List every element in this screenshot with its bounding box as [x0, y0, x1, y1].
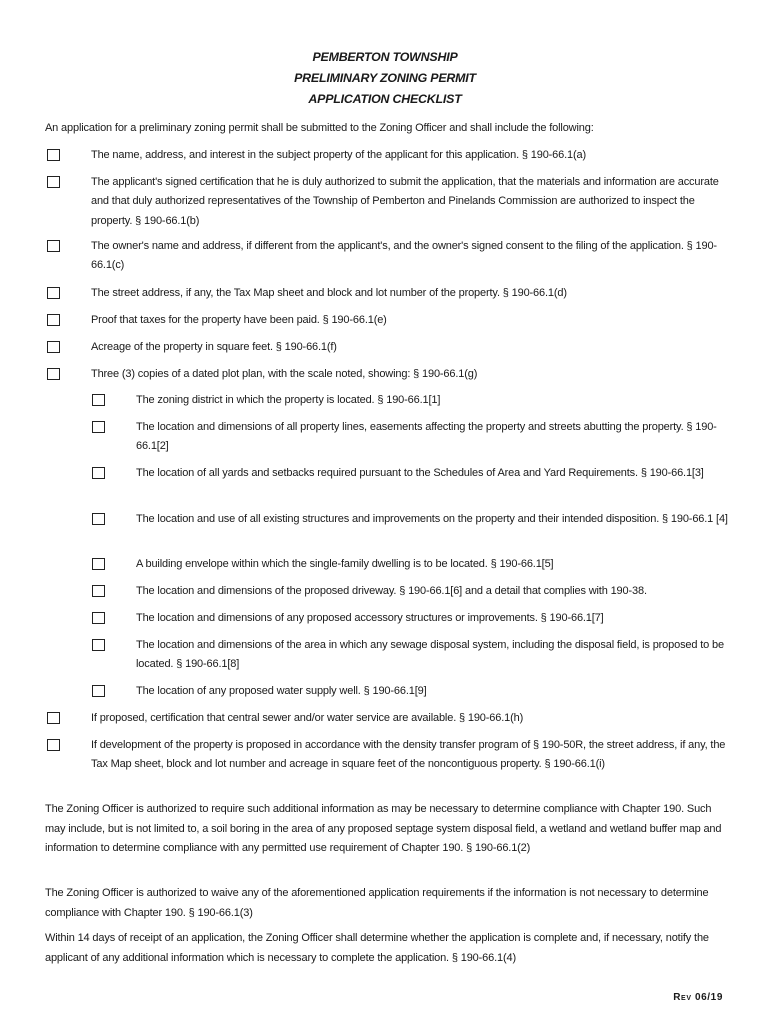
checklist-item-d: The street address, if any, the Tax Map sheet and block and lot number of the property. § 190-66.1(d)	[91, 287, 567, 299]
checkbox-item-c[interactable]	[47, 240, 60, 252]
paragraph-completeness-review: Within 14 days of receipt of an application, the Zoning Officer shall determine whether the application is complete and, if necessary, notify the applicant of any additional information which is necessary to complete the application. § 190-66.1(4)	[45, 932, 709, 964]
checklist-subitem-8: The location and dimensions of the area in which any sewage disposal system, including the disposal field, is proposed to be located. § 190-66.1[8]	[136, 639, 724, 671]
checklist-item-g: Three (3) copies of a dated plot plan, with the scale noted, showing: § 190-66.1(g)	[91, 368, 478, 380]
checkbox-item-h[interactable]	[47, 712, 60, 724]
header-permit: PRELIMINARY ZONING PERMIT	[294, 71, 476, 85]
checklist-subitem-7: The location and dimensions of any proposed accessory structures or improvements. § 190-66.1[7]	[136, 612, 604, 624]
checkbox-subitem-4[interactable]	[92, 513, 105, 525]
checkbox-item-a[interactable]	[47, 149, 60, 161]
paragraph-additional-info: The Zoning Officer is authorized to require such additional information as may be necessary to determine compliance with Chapter 190. Such may include, but is not limited to, a soil boring in the area of any proposed septage system disposal field, a wetland and wetland buffer map and information to determine compliance with any permitted use requirement of Chapter 190. § 190-66.1(2)	[45, 803, 722, 855]
checkbox-subitem-7[interactable]	[92, 612, 105, 624]
checklist-subitem-3: The location of all yards and setbacks required pursuant to the Schedules of Area and Yard Requirements. § 190-66.1[3]	[136, 467, 704, 479]
paragraph-waive-requirements: The Zoning Officer is authorized to waive any of the aforementioned application requirements if the information is not necessary to determine compliance with Chapter 190. § 190-66.1(3)	[45, 887, 709, 919]
checklist-item-a: The name, address, and interest in the subject property of the applicant for this application. § 190-66.1(a)	[91, 149, 586, 161]
checkbox-subitem-2[interactable]	[92, 421, 105, 433]
checkbox-item-b[interactable]	[47, 176, 60, 188]
checklist-item-i: If development of the property is proposed in accordance with the density transfer program of § 190-50R, the street address, if any, the Tax Map sheet, block and lot number and acreage in square feet of the noncontiguous property. § 190-66.1(i)	[91, 739, 726, 771]
checklist-subitem-9: The location of any proposed water supply well. § 190-66.1[9]	[136, 685, 427, 697]
checklist-subitem-4: The location and use of all existing structures and improvements on the property and their intended disposition. § 190-66.1 [4]	[136, 513, 728, 525]
checkbox-subitem-6[interactable]	[92, 585, 105, 597]
checklist-subitem-1: The zoning district in which the property is located. § 190-66.1[1]	[136, 394, 441, 406]
revision-footer: Rev 06/19	[673, 992, 723, 1003]
checkbox-subitem-3[interactable]	[92, 467, 105, 479]
checkbox-item-f[interactable]	[47, 341, 60, 353]
checkbox-subitem-8[interactable]	[92, 639, 105, 651]
checkbox-item-e[interactable]	[47, 314, 60, 326]
checkbox-item-d[interactable]	[47, 287, 60, 299]
checklist-subitem-5: A building envelope within which the single-family dwelling is to be located. § 190-66.1[5]	[136, 558, 554, 570]
checklist-item-f: Acreage of the property in square feet. § 190-66.1(f)	[91, 341, 337, 353]
checkbox-item-g[interactable]	[47, 368, 60, 380]
checklist-item-c: The owner's name and address, if different from the applicant's, and the owner's signed consent to the filing of the application. § 190-66.1(c)	[91, 240, 717, 272]
checklist-subitem-2: The location and dimensions of all property lines, easements affecting the property and streets abutting the property. § 190-66.1[2]	[136, 421, 717, 453]
checklist-item-b: The applicant's signed certification that he is duly authorized to submit the application, that the materials and information are accurate and that duly authorized representatives of the Township of Pemberton and Pinelands Commission are authorized to inspect the property. § 190-66.1(b)	[91, 176, 719, 227]
intro-text: An application for a preliminary zoning permit shall be submitted to the Zoning Officer and shall include the following:	[45, 122, 594, 134]
checkbox-subitem-5[interactable]	[92, 558, 105, 570]
checkbox-item-i[interactable]	[47, 739, 60, 751]
checklist-item-h: If proposed, certification that central sewer and/or water service are available. § 190-66.1(h)	[91, 712, 524, 724]
checklist-subitem-6: The location and dimensions of the proposed driveway. § 190-66.1[6] and a detail that complies with 190-38.	[136, 585, 647, 597]
checkbox-subitem-9[interactable]	[92, 685, 105, 697]
header-checklist: APPLICATION CHECKLIST	[308, 92, 462, 106]
header-township: PEMBERTON TOWNSHIP	[312, 50, 458, 64]
checkbox-subitem-1[interactable]	[92, 394, 105, 406]
checklist-item-e: Proof that taxes for the property have been paid. § 190-66.1(e)	[91, 314, 387, 326]
